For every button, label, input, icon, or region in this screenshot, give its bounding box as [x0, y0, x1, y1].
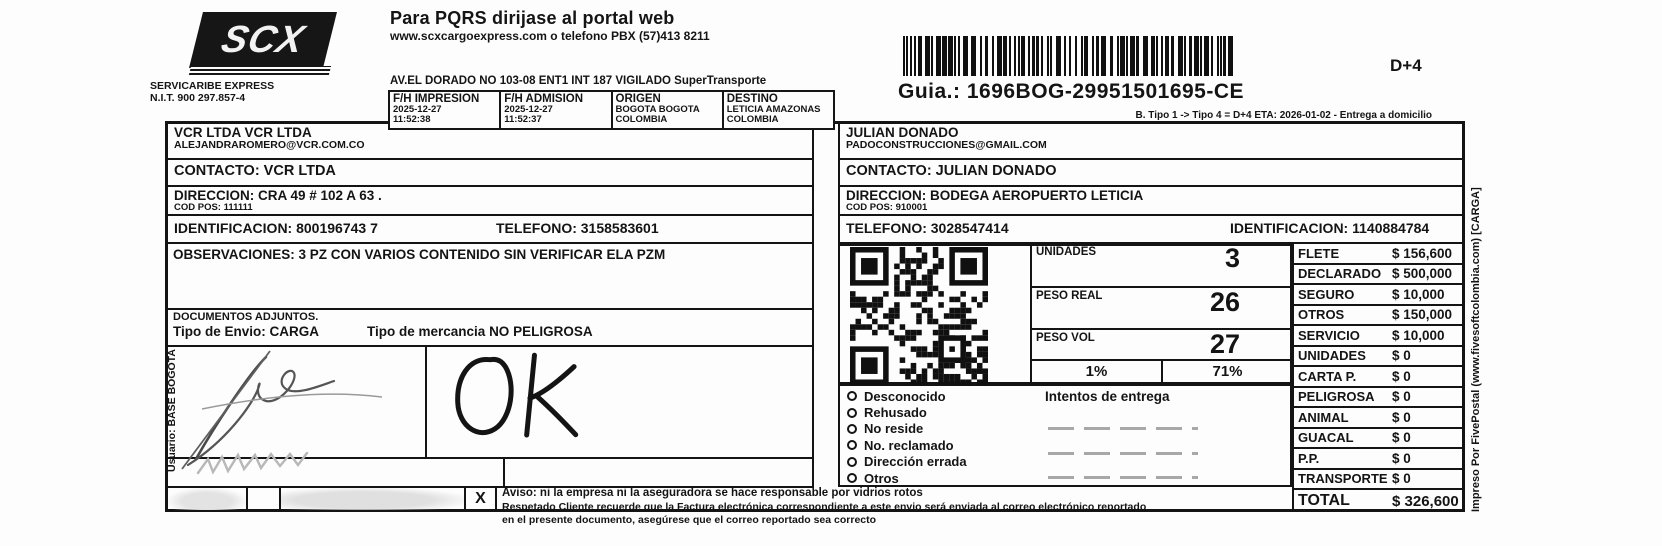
delivery-reason-label: Otros: [864, 470, 899, 486]
recipient-id: IDENTIFICACION: 1140884784: [1230, 220, 1430, 236]
charge-label: GUACAL: [1298, 430, 1354, 446]
radio-circle-icon: [847, 424, 857, 434]
charges-rows: [1294, 244, 1464, 490]
service-code: D+4: [1390, 56, 1422, 75]
delivery-reason-row: [847, 470, 967, 486]
charge-label: ANIMAL: [1298, 409, 1349, 425]
printer-side-text: Impreso Por FivePostal (www.fivesoftcolombia.com) [CARGA]: [1470, 187, 1482, 512]
measure-row: [1032, 288, 1292, 330]
percentage-1: 1%: [1032, 361, 1163, 382]
bottom-small-cell-3: [281, 488, 466, 510]
bottom-empty-cell-1: [168, 459, 505, 488]
measure-value: 26: [1209, 287, 1240, 317]
charge-label: DECLARADO: [1298, 266, 1382, 282]
company-nit: N.I.T. 900 297.857-4: [150, 92, 246, 104]
info-column-label: F/H ADMISION: [504, 93, 584, 105]
measure-label: UNIDADES: [1036, 246, 1097, 258]
charge-row: [1294, 388, 1464, 409]
recipient-address-cell: [838, 187, 1464, 216]
company-address-line: AV.EL DORADO NO 103-08 ENT1 INT 187 VIGILADO SuperTransporte: [390, 75, 767, 87]
delivery-reason-label: Rehusado: [864, 405, 927, 421]
recipient-phone-id-cell: [838, 216, 1464, 244]
percentage-2: 71%: [1212, 363, 1243, 380]
charge-label: OTROS: [1298, 307, 1345, 323]
radio-circle-icon: [847, 408, 857, 418]
radio-circle-icon: [847, 473, 857, 483]
radio-circle-icon: [847, 440, 857, 450]
charge-value: $ 156,600: [1392, 245, 1453, 261]
info-column: [613, 92, 724, 128]
charge-row: [1294, 306, 1464, 327]
charge-row: [1294, 449, 1464, 470]
info-column-line2: COLOMBIA: [615, 114, 668, 125]
signature-cell: [168, 347, 427, 459]
percentages-row: [1032, 361, 1292, 382]
notice-line2: Respetado Cliente recuerde que la Factura electrónica correspondiente a este envio será enviada al correo electrónico reportado: [502, 500, 1147, 513]
delivery-attempts-label: Intentos de entrega: [1045, 389, 1170, 404]
user-side-text: Usuario: BASE BOGOTA: [166, 349, 178, 472]
info-column-label: ORIGEN: [615, 93, 661, 105]
charge-label: SEGURO: [1298, 286, 1355, 302]
qr-code: [850, 247, 988, 381]
sender-phone: TELEFONO: 3158583601: [496, 220, 659, 236]
barcode: [903, 36, 1243, 76]
pqrs-header: [390, 8, 710, 43]
sender-postal-code: COD POS: 111111: [174, 202, 253, 213]
info-column-line1: LETICIA AMAZONAS: [726, 104, 821, 115]
delivery-reason-label: No. reclamado: [864, 437, 954, 453]
attempt-line-1: [1048, 427, 1198, 430]
attempt-line-2: [1048, 452, 1198, 455]
info-column-label: DESTINO: [726, 93, 778, 105]
ok-handwritten-mark: [427, 347, 657, 453]
charge-label: UNIDADES: [1298, 348, 1366, 364]
measures-table: [1030, 244, 1292, 384]
recipient-contact-cell: [838, 160, 1464, 187]
bottom-small-cell-1: [168, 488, 248, 510]
documents-label: DOCUMENTOS ADJUNTOS.: [173, 311, 319, 323]
shipment-info-table: [388, 90, 835, 130]
delivery-reason-label: No reside: [864, 421, 924, 437]
charge-row: [1294, 429, 1464, 450]
sender-id: IDENTIFICACION: 800196743 7: [174, 220, 378, 236]
shipment-type: Tipo de Envio: CARGA: [173, 324, 320, 339]
charge-value: $ 500,000: [1392, 266, 1453, 282]
measure-label: PESO VOL: [1036, 332, 1095, 344]
delivery-reason-label: Desconocido: [864, 388, 946, 404]
delivery-reason-row: [847, 454, 967, 470]
recipient-phone: TELEFONO: 3028547414: [846, 220, 1009, 236]
info-column-line2: 11:52:38: [393, 114, 431, 125]
delivery-reason-label: Dirección errada: [864, 454, 967, 470]
total-value: $ 326,600: [1392, 492, 1459, 510]
merchandise-type: Tipo de mercancia NO PELIGROSA: [367, 324, 593, 339]
charge-label: FLETE: [1298, 245, 1340, 261]
notice-checkbox: [466, 488, 497, 510]
pqrs-subtitle: www.scxcargoexpress.com o telefono PBX (57)413 8211: [390, 29, 710, 43]
total-label: TOTAL: [1298, 492, 1350, 509]
recipient-name-cell: [838, 124, 1464, 160]
charge-row: [1294, 408, 1464, 429]
charge-label: P.P.: [1298, 450, 1320, 466]
info-column: [501, 92, 612, 128]
recipient-email: PADOCONSTRUCCIONES@GMAIL.COM: [846, 139, 1047, 151]
sender-id-phone-cell: [168, 216, 814, 244]
company-block: [150, 80, 274, 104]
charge-label: TRANSPORTE: [1298, 471, 1388, 487]
sender-contact: CONTACTO: VCR LTDA: [174, 163, 336, 179]
logo-stripes-decoration: [189, 66, 331, 75]
sender-email: ALEJANDRAROMERO@VCR.COM.CO: [174, 139, 365, 151]
sender-address-cell: [168, 187, 814, 216]
info-column: [390, 92, 501, 128]
measure-value: 3: [1224, 243, 1240, 273]
charge-value: $ 0: [1392, 389, 1411, 405]
charge-row: [1294, 244, 1464, 265]
sender-contact-cell: [168, 160, 814, 187]
delivery-reason-row: [847, 404, 967, 420]
observations-text: OBSERVACIONES: 3 PZ CON VARIOS CONTENIDO SIN VERIFICAR ELA PZM: [173, 247, 666, 262]
info-column: [724, 92, 833, 128]
charge-row: [1294, 347, 1464, 368]
charges-total-row: [1294, 490, 1464, 512]
recipient-address: DIRECCION: BODEGA AEROPUERTO LETICIA: [846, 188, 1144, 203]
charge-row: [1294, 470, 1464, 491]
recipient-postal-code: COD POS: 910001: [846, 202, 928, 213]
charge-value: $ 10,000: [1392, 286, 1445, 302]
observations-cell: [168, 244, 814, 310]
pqrs-title: Para PQRS dirijase al portal web: [390, 8, 675, 28]
measure-label: PESO REAL: [1036, 290, 1103, 302]
delivery-reasons: [847, 388, 967, 486]
scx-logo: [189, 12, 337, 68]
company-name: SERVICARIBE EXPRESS: [150, 80, 275, 92]
charge-value: $ 10,000: [1392, 327, 1445, 343]
charge-value: $ 0: [1392, 348, 1411, 364]
guide-number: Guia.: 1696BOG-29951501695-CE: [898, 80, 1245, 103]
eta-line: B. Tipo 1 -> Tipo 4 = D+4 ETA: 2026-01-02 - Entrega a domicilio: [1135, 110, 1432, 121]
info-column-line2: 11:52:37: [504, 114, 542, 125]
radio-circle-icon: [847, 391, 857, 401]
measure-row: [1032, 244, 1292, 288]
charge-label: CARTA P.: [1298, 368, 1357, 384]
recipient-name: JULIAN DONADO: [846, 125, 959, 140]
scx-logo-text: SCX: [217, 18, 309, 61]
info-column-line2: COLOMBIA: [726, 114, 779, 125]
bottom-empty-cell-2: [505, 459, 814, 488]
charge-value: $ 0: [1392, 409, 1411, 425]
signature-scribble: [168, 347, 468, 477]
charge-row: [1294, 326, 1464, 347]
notice-block: [502, 487, 1202, 528]
charge-label: SERVICIO: [1298, 327, 1360, 343]
notice-checkbox-mark: X: [475, 490, 486, 507]
measure-row: [1032, 330, 1292, 361]
charge-row: [1294, 367, 1464, 388]
charge-label: PELIGROSA: [1298, 389, 1375, 405]
delivery-reason-row: [847, 421, 967, 437]
charge-row: [1294, 285, 1464, 306]
recipient-contact: CONTACTO: JULIAN DONADO: [846, 163, 1057, 179]
charge-value: $ 0: [1392, 450, 1411, 466]
attempt-line-3: [1048, 476, 1198, 479]
charge-value: $ 0: [1392, 368, 1411, 384]
notice-line1: Aviso: ni la empresa ni la aseguradora se hace responsable por vidrios rotos: [502, 487, 923, 499]
sender-name: VCR LTDA VCR LTDA: [174, 125, 312, 140]
ok-mark-cell: [427, 347, 814, 459]
charges-table: [1292, 244, 1464, 512]
delivery-reason-row: [847, 437, 967, 453]
charge-value: $ 150,000: [1392, 307, 1453, 323]
info-column-line1: 2025-12-27: [504, 104, 553, 115]
info-column-line1: BOGOTA BOGOTA: [615, 104, 700, 115]
documents-cell: [168, 310, 814, 347]
radio-circle-icon: [847, 457, 857, 467]
sender-address: DIRECCION: CRA 49 # 102 A 63 .: [174, 188, 382, 203]
info-column-label: F/H IMPRESION: [393, 93, 480, 105]
measure-value: 27: [1209, 329, 1240, 359]
delivery-reason-row: [847, 388, 967, 404]
charge-value: $ 0: [1392, 430, 1411, 446]
bottom-small-cell-2: [248, 488, 281, 510]
notice-line3: en el presente documento, asegúrese que el correo reportado sea correcto: [502, 514, 877, 526]
measures-rows: [1032, 244, 1292, 361]
charge-value: $ 0: [1392, 471, 1411, 487]
info-column-line1: 2025-12-27: [393, 104, 442, 115]
charge-row: [1294, 265, 1464, 286]
